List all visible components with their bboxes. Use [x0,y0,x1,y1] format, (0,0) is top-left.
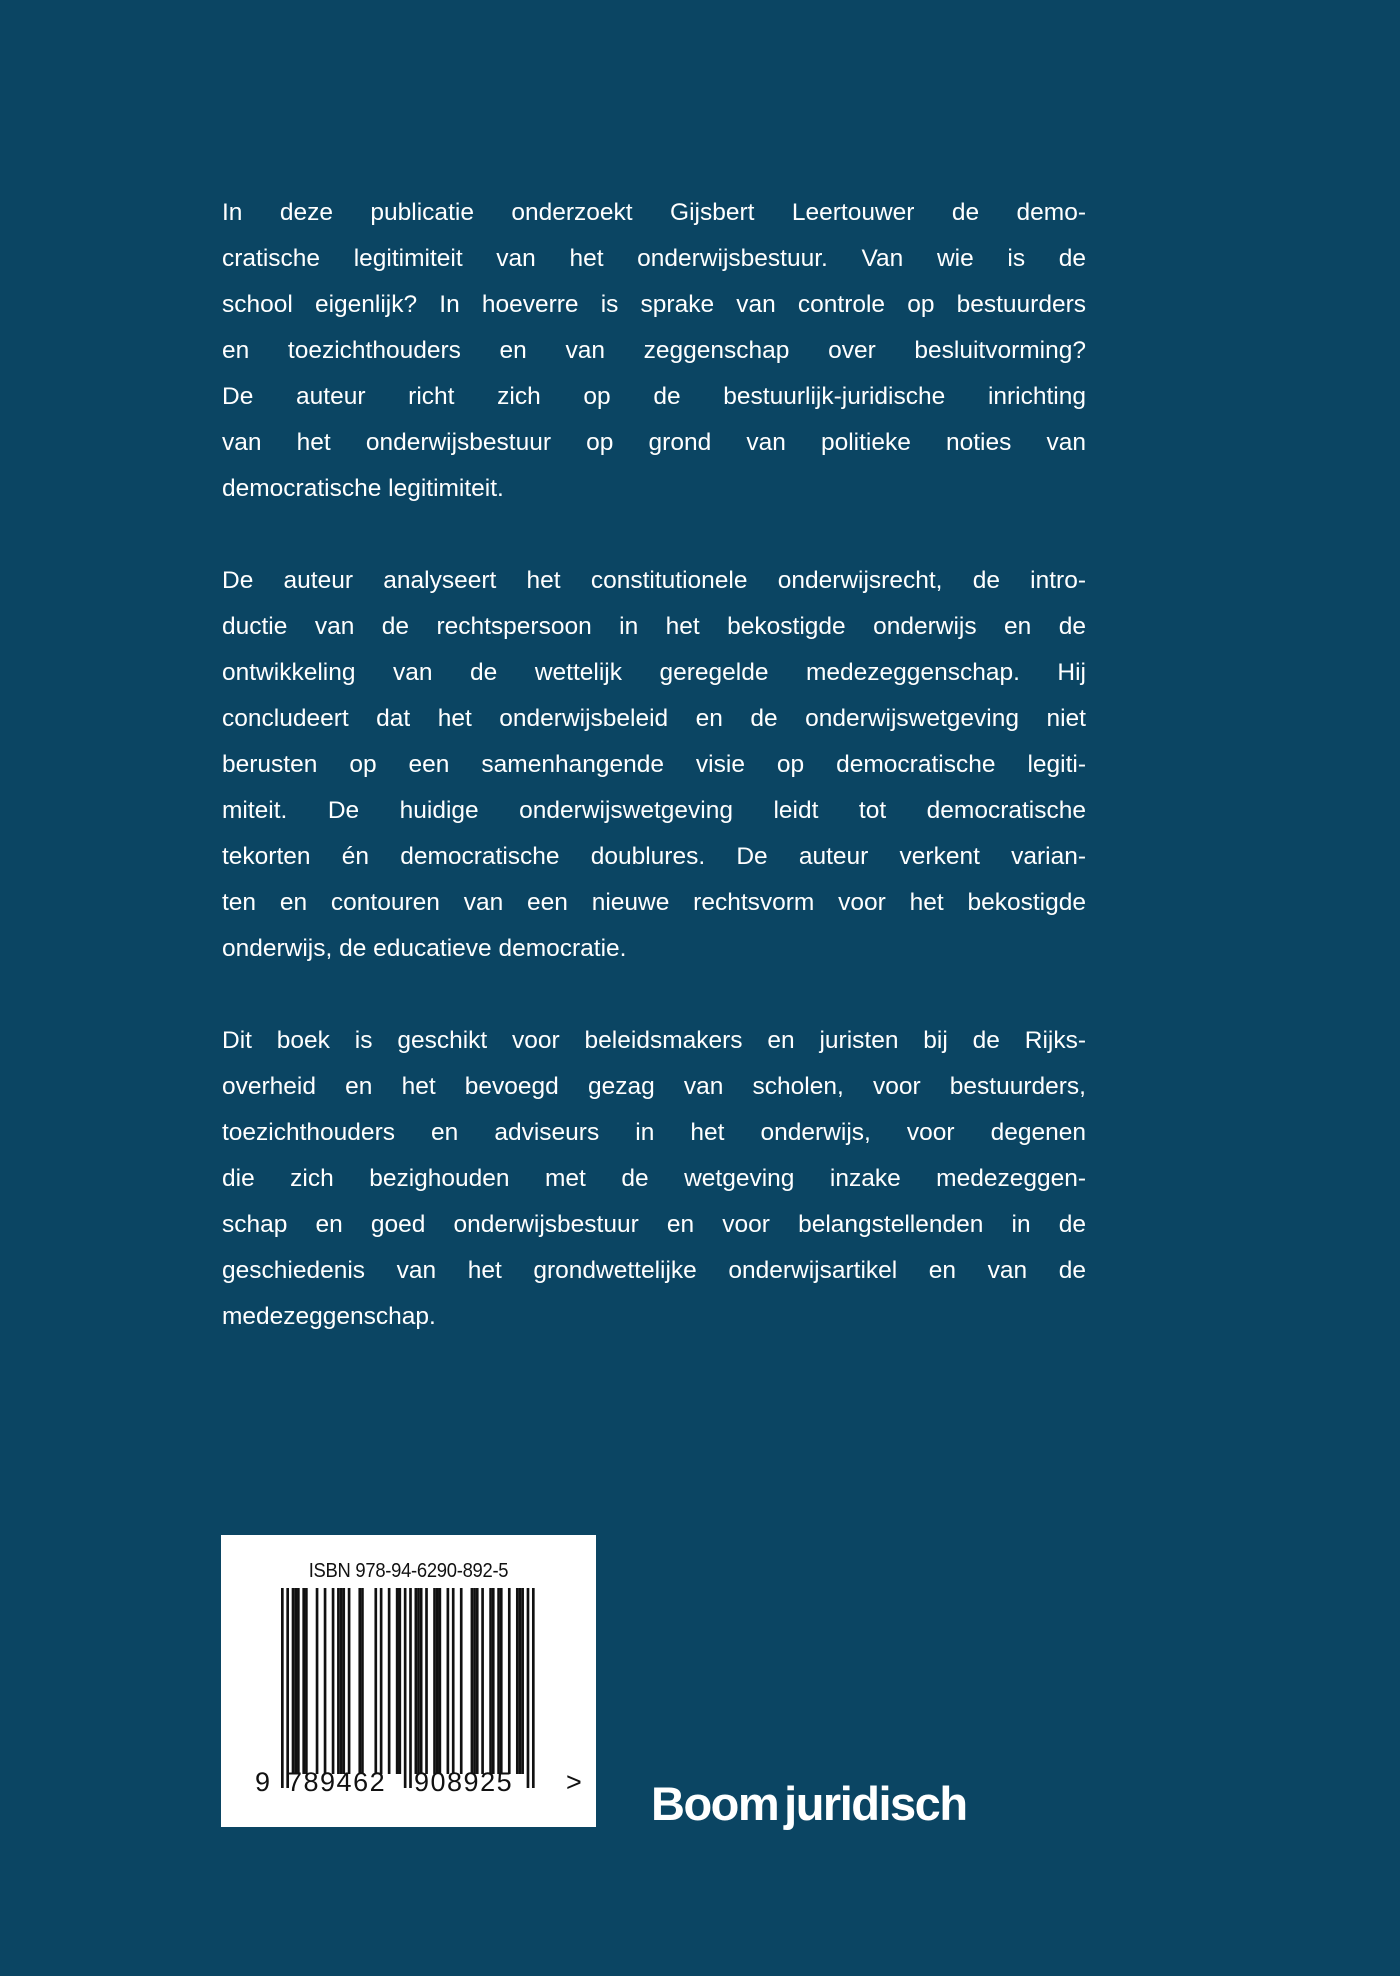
barcode-bar [281,1588,284,1788]
barcode-bar [527,1588,530,1788]
blurb-line: onderwijs, de educatieve democratie. [222,935,627,962]
blurb-paragraph [222,558,1086,972]
barcode-right-digits: 908925 [414,1767,514,1797]
logo-word-juridisch: juridisch [784,1777,967,1830]
barcode-bar [447,1588,450,1774]
barcode-bar [337,1588,340,1774]
barcode-bar [415,1588,418,1774]
barcode-bar [476,1588,479,1774]
barcode-bar [374,1588,377,1774]
blurb-line: ten en contouren van een nieuwe rechtsvorm voor het bekostigde [222,889,1086,916]
barcode-bar [396,1588,399,1774]
barcode-bar [294,1588,297,1774]
blurb-line: miteit. De huidige onderwijswetgeving leidt tot democratische [222,797,1086,824]
blurb-line: en toezichthouders en van zeggenschap over besluitvorming? [222,337,1086,364]
barcode-bar [286,1588,289,1788]
blurb-line: De auteur richt zich op de bestuurlijk-juridische inrichting [222,383,1086,410]
barcode-quiet-mark: > [566,1767,582,1797]
blurb-line: overheid en het bevoegd gezag van scholen, voor bestuurders, [222,1073,1086,1100]
blurb-line: tekorten én democratische doublures. De auteur verkent varian- [222,843,1086,870]
blurb-line: In deze publicatie onderzoekt Gijsbert Leertouwer de demo- [222,199,1086,226]
barcode-bar [380,1588,383,1774]
barcode-bar [348,1588,351,1774]
barcode-bar [471,1588,474,1774]
blurb-line: democratische legitimiteit. [222,475,504,502]
barcode-bar [481,1588,484,1774]
barcode-bar [452,1588,455,1774]
barcode-bar [297,1588,300,1774]
barcode-bar [508,1588,511,1774]
blurb-line: van het onderwijsbestuur op grond van politieke noties van [222,429,1086,456]
barcode-bar [340,1588,343,1774]
blurb-line: cratische legitimiteit van het onderwijsbestuur. Van wie is de [222,245,1086,272]
blurb-line: ductie van de rechtspersoon in het bekostigde onderwijs en de [222,613,1086,640]
barcode-bar [519,1588,522,1774]
barcode-bar [492,1588,495,1774]
publisher-logo [651,1776,967,1831]
barcode-bar [473,1588,476,1774]
barcode-bar [516,1588,519,1774]
barcode-bar [417,1588,420,1774]
barcode-bar [302,1588,305,1774]
barcode-bar [398,1588,401,1774]
blurb-paragraph [222,1018,1086,1340]
barcode-bar [292,1588,295,1774]
barcode-bar [436,1588,439,1774]
isbn-barcode [221,1535,596,1827]
barcode-bar [361,1588,364,1774]
barcode-bar [420,1588,423,1774]
barcode-bar [358,1588,361,1774]
barcode-bar [404,1588,407,1788]
blurb-line: geschiedenis van het grondwettelijke onderwijsartikel en van de [222,1257,1086,1284]
blurb-line: Dit boek is geschikt voor beleidsmakers en juristen bij de Rijks- [222,1027,1086,1054]
barcode-bar [460,1588,463,1774]
barcode-bar [409,1588,412,1788]
barcode-bar [439,1588,442,1774]
blurb-line: De auteur analyseert het constitutionele onderwijsrecht, de intro- [222,567,1086,594]
barcode-lead-digit: 9 [255,1767,271,1797]
barcode-bar [305,1588,308,1774]
blurb-line: schap en goed onderwijsbestuur en voor belangstellenden in de [222,1211,1086,1238]
blurb-line: toezichthouders en adviseurs in het onderwijs, voor degenen [222,1119,1086,1146]
barcode-bar [324,1588,327,1774]
logo-word-boom: Boom [651,1777,779,1830]
barcode-bar [500,1588,503,1774]
barcode-bar [521,1588,524,1774]
isbn-label: ISBN 978-94-6290-892-5 [308,1560,509,1582]
barcode-bar [332,1588,335,1774]
blurb-paragraph [222,190,1086,512]
barcode-bar [489,1588,492,1774]
barcode-bar [425,1588,428,1774]
barcode-bar [433,1588,436,1774]
barcode-bar [388,1588,391,1774]
blurb-line: berusten op een samenhangende visie op democratische legiti- [222,751,1086,778]
barcode-left-digits: 789462 [287,1767,387,1797]
blurb-line: ontwikkeling van de wettelijk geregelde medezeggenschap. Hij [222,659,1086,686]
blurb-line: medezeggenschap. [222,1303,436,1330]
blurb-line: school eigenlijk? In hoeverre is sprake van controle op bestuurders [222,291,1086,318]
barcode-bar [497,1588,500,1774]
barcode-bar [532,1588,535,1788]
blurb-line: die zich bezighouden met de wetgeving inzake medezeggen- [222,1165,1086,1192]
barcode-bar [316,1588,319,1774]
barcode-bars [221,1535,596,1827]
barcode-bar [342,1588,345,1774]
blurb-line: concludeert dat het onderwijsbeleid en de onderwijswetgeving niet [222,705,1086,732]
back-cover-blurb [222,190,1086,1386]
